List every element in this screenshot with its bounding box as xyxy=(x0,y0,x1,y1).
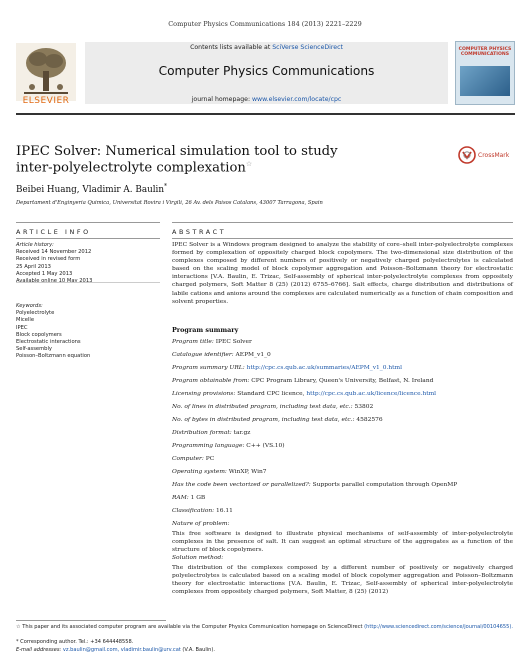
cover-image xyxy=(460,66,510,96)
summary-field: Computer: PC xyxy=(172,456,215,462)
summary-field: Program obtainable from: CPC Program Library, Queen's University, Belfast, N. Ireland xyxy=(172,378,434,384)
header-rule xyxy=(16,113,515,115)
solution-text: The distribution of the complexes composed by a different number of positively or negatively charged polyelectrolytes is calculated based on a scaling model of block copolymer aggregation and Poisson–Boltzmann theory for electrostatic interactions [V.A. Baulin, E. Trizac, Self-assembly of spherical inter-polyelectrolyte complexes from oppositely charged polymers, Soft Matter, 8 (25) (2012) xyxy=(172,565,513,595)
title-footnote-mark[interactable]: ☆ xyxy=(245,160,253,169)
elsevier-tree-logo xyxy=(16,43,76,101)
nature-text: This free software is designed to illustrate physical mechanisms of self-assembly of inter-polyelectrolyte complexes in the presence of salt. It can suggest an optimal structure of the aggregates as a function of the structure of block copolymers. xyxy=(172,531,513,553)
journal-title: Computer Physics Communications xyxy=(158,64,375,78)
keyword-item: Polyelectrolyte xyxy=(16,310,55,317)
summary-field: No. of bytes in distributed program, including test data, etc.: 4582576 xyxy=(172,417,383,423)
footnote-email: E-mail addresses: vz.baulin@gmail.com, vladimir.baulin@urv.cat (V.A. Baulin). xyxy=(16,647,216,653)
sciencedirect-link[interactable]: SciVerse ScienceDirect xyxy=(272,44,343,51)
solution-label: Solution method: xyxy=(172,555,224,561)
history-item: Accepted 1 May 2013 xyxy=(16,270,73,277)
crossmark-icon[interactable] xyxy=(458,146,476,164)
history-label: Article history: xyxy=(16,242,54,248)
history-item: Received in revised form xyxy=(16,256,81,263)
summary-field: Catalogue identifier: AEPM_v1_0 xyxy=(172,352,271,358)
footnote-journal-link[interactable]: (http://www.sciencedirect.com/science/journal/00104655). xyxy=(364,624,513,630)
keyword-item: Electrostatic interactions xyxy=(16,339,81,346)
program-summary-heading: Program summary xyxy=(172,326,239,334)
keyword-item: Self-assembly xyxy=(16,346,52,353)
keywords-block xyxy=(16,303,160,361)
footnote-program: ☆ This paper and its associated computer program are available via the Computer Physics Communication homepage on ScienceDirect (http://www.sciencedirect.com/science/journal/00104655). xyxy=(16,624,513,630)
homepage-prefix: journal homepage: xyxy=(191,96,252,103)
nature-label: Nature of problem: xyxy=(172,521,230,527)
summary-field: Distribution format: tar.gz xyxy=(172,430,251,436)
summary-field: Classification: 16.11 xyxy=(172,508,233,514)
history-item: Received 14 November 2012 xyxy=(16,249,92,256)
article-history xyxy=(16,242,160,285)
article-info-rule-top xyxy=(16,222,160,223)
email-link[interactable]: vz.baulin@gmail.com, vladimir.baulin@urv.cat xyxy=(62,647,181,653)
homepage-line xyxy=(85,96,448,103)
summary-field: RAM: 1 GB xyxy=(172,495,206,501)
footnote-rule xyxy=(16,620,166,621)
keyword-item: Block copolymers xyxy=(16,331,62,338)
footnote-corresponding: * Corresponding author. Tel.: +34 644448558. xyxy=(16,639,134,645)
abstract-text: IPEC Solver is a Windows program designed to analyze the stability of core–shell inter-polyelectrolyte complexes formed by complexation of oppositely charged block copolymers. The two-dimensional size distribution of the complexes composed by different numbers of positively or negatively charged polyelectrolytes is calculated based on the scaling model of block copolymer aggregation and Poisson–Boltzmann theory for electrostatic interactions [V.A. Baulin, E. Trizac, Self-assembly of spherical inter-polyelectrolyte complexes from oppositely charged polymers, Soft Matter 8 (25) (2012) 6755–6766]. Salt effects, charge distribution and distributions of labile cations and anions around the complexes are calculated numerically as a function of chain composition and solvent properties. xyxy=(172,242,513,305)
author-list xyxy=(16,183,167,195)
article-info-rule-bottom xyxy=(16,238,160,239)
summary-url-link[interactable]: http://cpc.cs.qub.ac.uk/summaries/AEPM_v1_0.html xyxy=(246,365,402,371)
keyword-item: Micelle xyxy=(16,317,35,324)
summary-field: Has the code been vectorized or parallelized?: Supports parallel computation through OpenMP xyxy=(172,482,458,488)
summary-field: Program summary URL: http://cpc.cs.qub.ac.uk/summaries/AEPM_v1_0.html xyxy=(172,365,402,371)
contents-line xyxy=(85,44,448,51)
abstract-rule-top xyxy=(172,222,513,223)
journal-reference: Computer Physics Communications 184 (2013) 2221–2229 xyxy=(168,20,362,28)
article-title xyxy=(16,144,436,177)
abstract-heading: ABSTRACT xyxy=(172,228,227,236)
title-line-1: IPEC Solver: Numerical simulation tool to study xyxy=(16,144,338,159)
title-line-2-text: inter-polyelectrolyte complexation xyxy=(16,160,246,176)
summary-field: Operating system: WinXP, Win7 xyxy=(172,469,267,475)
cover-title: COMPUTER PHYSICS COMMUNICATIONS xyxy=(458,47,512,57)
authors-text: Beibei Huang, Vladimir A. Baulin xyxy=(16,184,165,195)
keyword-item: IPEC xyxy=(16,324,28,331)
elsevier-wordmark: ELSEVIER xyxy=(22,96,70,106)
licence-link[interactable]: http://cpc.cs.qub.ac.uk/licence/licence.html xyxy=(306,391,437,397)
keyword-item: Poisson–Boltzmann equation xyxy=(16,353,91,360)
homepage-link[interactable]: www.elsevier.com/locate/cpc xyxy=(252,96,342,103)
summary-field: No. of lines in distributed program, including test data, etc.: 53802 xyxy=(172,404,374,410)
contents-prefix: Contents lists available at xyxy=(190,44,273,51)
corresponding-author-mark[interactable]: * xyxy=(164,183,168,190)
summary-field: Program title: IPEC Solver xyxy=(172,339,252,345)
article-info-heading: ARTICLE INFO xyxy=(16,228,91,236)
affiliation: Departament d'Enginyeria Quimica, Universitat Rovira i Virgili, 26 Av. dels Paisos Catalans, 43007 Tarragona, Spain xyxy=(16,200,323,206)
history-item: 25 April 2013 xyxy=(16,263,51,270)
abstract-rule-bottom xyxy=(172,238,513,239)
summary-field: Programming language: C++ (VS.10) xyxy=(172,443,285,449)
summary-field: Licensing provisions: Standard CPC licence, http://cpc.cs.qub.ac.uk/licence/licence.html xyxy=(172,391,437,397)
info-divider xyxy=(16,282,160,283)
title-line-2 xyxy=(16,160,436,176)
crossmark-label[interactable]: CrossMark xyxy=(478,152,510,159)
keywords-label: Keywords: xyxy=(16,303,43,309)
